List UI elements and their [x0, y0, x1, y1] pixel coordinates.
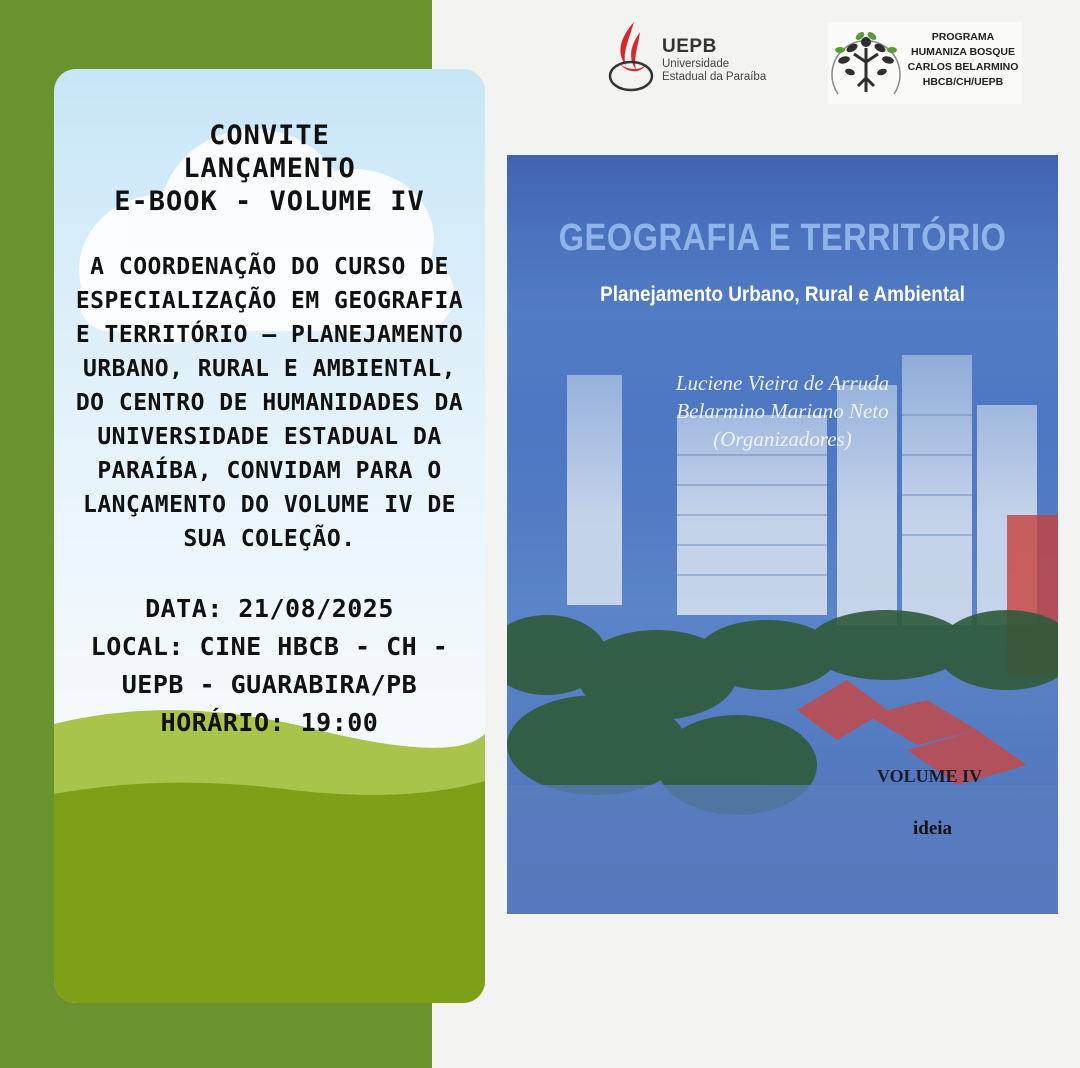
uepb-flame-icon	[606, 18, 656, 94]
book-author-2: Belarmino Mariano Neto	[676, 399, 889, 423]
book-title: GEOGRAFIA E TERRITÓRIO	[558, 217, 1007, 259]
book-volume: VOLUME IV	[877, 766, 983, 786]
invitation-card	[54, 69, 485, 1003]
book-author-1: Luciene Vieira de Arruda	[675, 371, 890, 395]
hbcb-line-3: CARLOS BELARMINO	[907, 61, 1019, 73]
event-location: LOCAL: CINE HBCB - CH - UEPB - GUARABIRA/PB	[90, 632, 449, 699]
book-publisher: ideia	[913, 818, 953, 839]
invitation-body: A COORDENAÇÃO DO CURSO DE ESPECIALIZAÇÃO EM GEOGRAFIA E TERRITÓRIO – PLANEJAMENTO URBANO, RURAL E AMBIENTAL, DO CENTRO DE HUMANIDADES DA UNIVERSIDADE ESTADUAL DA PARAÍBA, CONVIDAM PARA O LANÇAMENTO DO VOLUME IV DE SUA COLEÇÃO.	[75, 254, 464, 552]
uepb-subtitle-1: Universidade	[662, 58, 730, 70]
uepb-subtitle-2: Estadual da Paraíba	[662, 71, 767, 83]
uepb-text	[662, 36, 766, 84]
book-subtitle: Planejamento Urbano, Rural e Ambiental	[600, 283, 965, 306]
hbcb-line-1: PROGRAMA	[931, 31, 995, 43]
book-cover	[507, 155, 1058, 914]
book-cover-cityscape	[507, 155, 1058, 914]
hill-front	[54, 781, 485, 1003]
title-line-2: LANÇAMENTO	[183, 153, 356, 184]
book-authors	[507, 369, 1058, 453]
event-time: HORÁRIO: 19:00	[160, 708, 379, 737]
title-line-3: E-BOOK - VOLUME IV	[114, 186, 425, 217]
title-line-1: CONVITE	[209, 120, 330, 151]
tree-person-icon	[828, 22, 904, 104]
hbcb-text	[904, 30, 1022, 90]
uepb-logo	[606, 18, 776, 94]
book-role: (Organizadores)	[713, 427, 852, 451]
hbcb-logo	[828, 22, 1022, 104]
uepb-name: UEPB	[662, 36, 717, 57]
hbcb-line-2: HUMANIZA BOSQUE	[910, 46, 1016, 58]
hbcb-line-4: HBCB/CH/UEPB	[922, 76, 1004, 88]
event-info	[64, 590, 475, 742]
event-date: DATA: 21/08/2025	[145, 594, 394, 623]
invitation-text	[64, 119, 475, 742]
